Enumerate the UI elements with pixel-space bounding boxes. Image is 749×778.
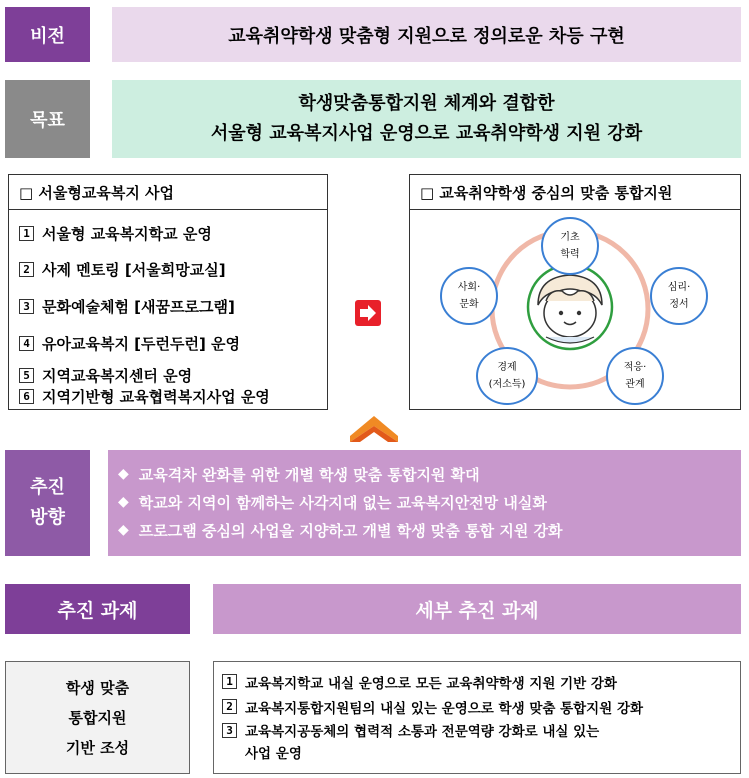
seoul-programs-box (8, 174, 328, 410)
item-number: 3 (19, 299, 34, 314)
item-number: 1 (19, 226, 34, 241)
tasks-header-right (213, 584, 741, 634)
node-label: 정서 (669, 299, 689, 310)
direction-label-line-1: 추진 (30, 477, 65, 498)
task-title-box (5, 661, 190, 774)
list-item (19, 333, 240, 354)
list-item (19, 223, 212, 244)
task-title-line: 통합지원 (68, 708, 127, 727)
integrated-support-header (410, 175, 740, 210)
list-item (19, 386, 270, 407)
goal-line-2: 서울형 교육복지사업 운영으로 교육취약학생 지원 강화 (210, 123, 643, 144)
up-chevron-icon (348, 414, 400, 444)
direction-label-line-2: 방향 (30, 507, 65, 528)
node-label: 문화 (459, 299, 479, 310)
task-item-text: 사업 운영 (245, 746, 302, 762)
task-item-text: 교육복지학교 내실 운영으로 모든 교육취약학생 지원 기반 강화 (245, 676, 617, 692)
item-text: 사제 멘토링 [서울희망교실] (42, 261, 226, 279)
direction-bullet-text: 학교와 지역이 함께하는 사각지대 없는 교육복지안전망 내실화 (138, 493, 547, 512)
node-label: 경제 (497, 362, 517, 373)
direction-bullet (118, 460, 741, 488)
tasks-header-left (5, 584, 190, 634)
item-text: 지역교육복지센터 운영 (42, 367, 193, 385)
list-item (19, 259, 226, 280)
item-text: 서울형 교육복지학교 운영 (42, 225, 212, 243)
child-face-icon (528, 265, 612, 349)
item-text: 지역기반형 교육협력복지사업 운영 (42, 388, 270, 406)
goal-box (112, 80, 741, 158)
node-basic-academic (541, 217, 599, 275)
tasks-header-right-text: 세부 추진 과제 (415, 599, 539, 622)
direction-bullet-text: 교육격차 완화를 위한 개별 학생 맞춤 통합지원 확대 (138, 465, 480, 484)
tasks-header-left-text: 추진 과제 (57, 599, 138, 622)
item-text: 유아교육복지 [두런두런] 운영 (42, 335, 241, 353)
task-item-text: 교육복지공동체의 협력적 소통과 전문역량 강화로 내실 있는 (245, 724, 600, 740)
diamond-bullet-icon: ◆ (118, 466, 129, 482)
node-adaptation-relationship (606, 347, 664, 405)
item-number: 3 (222, 723, 237, 738)
item-number: 4 (19, 336, 34, 351)
seoul-programs-header (9, 175, 327, 210)
node-label: 사회· (457, 282, 481, 293)
node-label: 심리· (667, 282, 691, 293)
task-item (222, 672, 617, 692)
item-text: 문화예술체험 [새꿈프로그램] (42, 298, 235, 316)
diamond-bullet-icon: ◆ (118, 494, 129, 510)
node-social-cultural (440, 267, 498, 325)
vision-label (5, 7, 90, 62)
item-number: 2 (222, 699, 237, 714)
seoul-programs-header-text: □ 서울형교육복지 사업 (19, 183, 175, 202)
task-item-text: 교육복지통합지원팀의 내실 있는 운영으로 학생 맞춤 통합지원 강화 (245, 701, 644, 717)
node-label: 기초 (560, 232, 580, 243)
direction-bullet-text: 프로그램 중심의 사업을 지양하고 개별 학생 맞춤 통합 지원 강화 (138, 521, 563, 540)
item-number: 1 (222, 674, 237, 689)
task-title-line: 기반 조성 (65, 738, 130, 757)
list-item (19, 296, 235, 317)
goal-label (5, 80, 90, 158)
task-title-line: 학생 맞춤 (65, 678, 130, 697)
item-number: 6 (19, 389, 34, 404)
task-item (222, 697, 643, 717)
direction-label (5, 450, 90, 556)
task-items-box (213, 661, 741, 774)
task-item (222, 721, 599, 765)
goal-label-text: 목표 (30, 110, 65, 131)
direction-bullet (118, 516, 741, 544)
goal-line-1: 학생맞춤통합지원 체계와 결합한 (298, 93, 555, 114)
vision-box (112, 7, 741, 62)
right-arrow-icon (355, 300, 381, 326)
node-psychological-emotional (650, 267, 708, 325)
vision-label-text: 비전 (30, 25, 65, 47)
integrated-support-box (409, 174, 741, 410)
node-economic-low-income (476, 347, 538, 405)
list-item (19, 365, 192, 386)
item-number: 2 (19, 262, 34, 277)
node-label: (저소득) (488, 379, 526, 390)
direction-bullet (118, 488, 741, 516)
vision-text: 교육취약학생 맞춤형 지원으로 정의로운 차등 구현 (228, 25, 625, 47)
node-label: 학력 (560, 249, 580, 260)
direction-box (108, 450, 741, 556)
node-label: 적응· (623, 362, 647, 373)
diamond-bullet-icon: ◆ (118, 522, 129, 538)
integrated-support-header-text: □ 교육취약학생 중심의 맞춤 통합지원 (420, 183, 673, 202)
item-number: 5 (19, 368, 34, 383)
task-item-text-wrap (245, 721, 599, 765)
node-label: 관계 (625, 379, 645, 390)
